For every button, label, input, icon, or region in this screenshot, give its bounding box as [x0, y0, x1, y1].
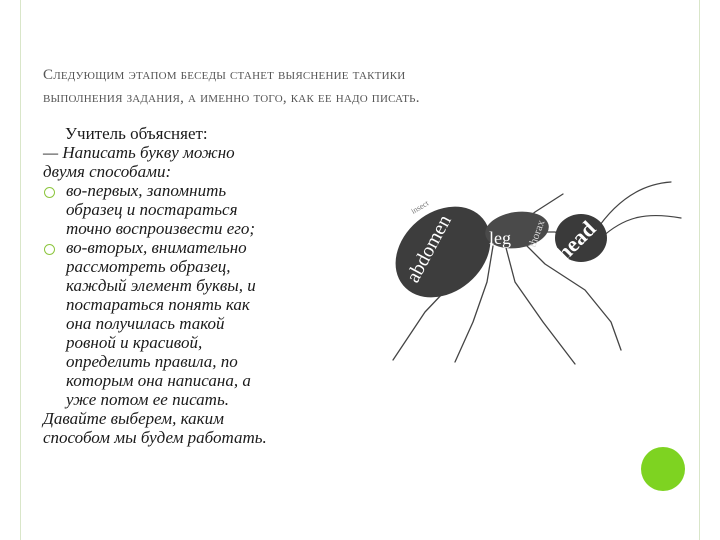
title-line-1: Следующим этапом беседы станет выяснение тактики: [43, 67, 406, 83]
bullet-circle-icon: [44, 244, 55, 255]
figure-word-head: head: [550, 215, 601, 266]
bullet2-line-3: каждый элемент буквы, и: [66, 276, 256, 295]
text-line-2: двумя способами:: [43, 162, 172, 181]
bullet1-text-1: во-первых, запомнить: [66, 181, 227, 200]
intro-line: Учитель объясняет:: [65, 124, 208, 143]
bullet2-line-8: которым она написана, а: [66, 371, 251, 390]
text-line-1: — Написать букву можно: [43, 143, 235, 162]
bullet1-line-2: образец и постараться: [66, 200, 238, 219]
figure-word-thorax: thorax: [526, 218, 548, 250]
bullet-item-2: [43, 238, 348, 409]
bullet2-line-7: определить правила, по: [66, 352, 238, 371]
bullet2-line-9: уже потом ее писать.: [66, 390, 229, 409]
title-line-2: выполнения задания, а именно того, как ее надо писать.: [43, 90, 420, 106]
slide-frame-right: [699, 0, 700, 540]
bullet1-line-1: [43, 181, 348, 200]
figure-word-abdomen: abdomen: [401, 211, 456, 287]
ant-head: [551, 214, 607, 266]
ant-word-art-image: [385, 172, 685, 372]
bullet2-line-2: рассмотреть образец,: [66, 257, 231, 276]
bullet2-line-4: постараться понять как: [66, 295, 250, 314]
bullet-item-1: [43, 181, 348, 238]
ant-abdomen: [385, 188, 509, 316]
figure-word-leg: leg: [489, 228, 511, 248]
body-text: [43, 124, 348, 447]
figure-word-insect: insect: [409, 198, 431, 216]
bullet2-line-6: ровной и красивой,: [66, 333, 203, 352]
bullet-circle-icon: [44, 187, 55, 198]
bullet2-line-5: она получилась такой: [66, 314, 225, 333]
bullet2-text-1: во-вторых, внимательно: [66, 238, 247, 257]
ant-thorax: [483, 208, 551, 253]
closing-line-2: способом мы будем работать.: [43, 428, 267, 447]
green-circle-decoration: [641, 447, 685, 491]
bullet2-line-1: [43, 238, 348, 257]
closing-line-1: Давайте выберем, каким: [43, 409, 224, 428]
bullet1-line-3: точно воспроизвести его;: [66, 219, 256, 238]
slide-title: [43, 64, 683, 110]
ant-antennae: [595, 182, 681, 238]
slide-frame-left: [20, 0, 21, 540]
